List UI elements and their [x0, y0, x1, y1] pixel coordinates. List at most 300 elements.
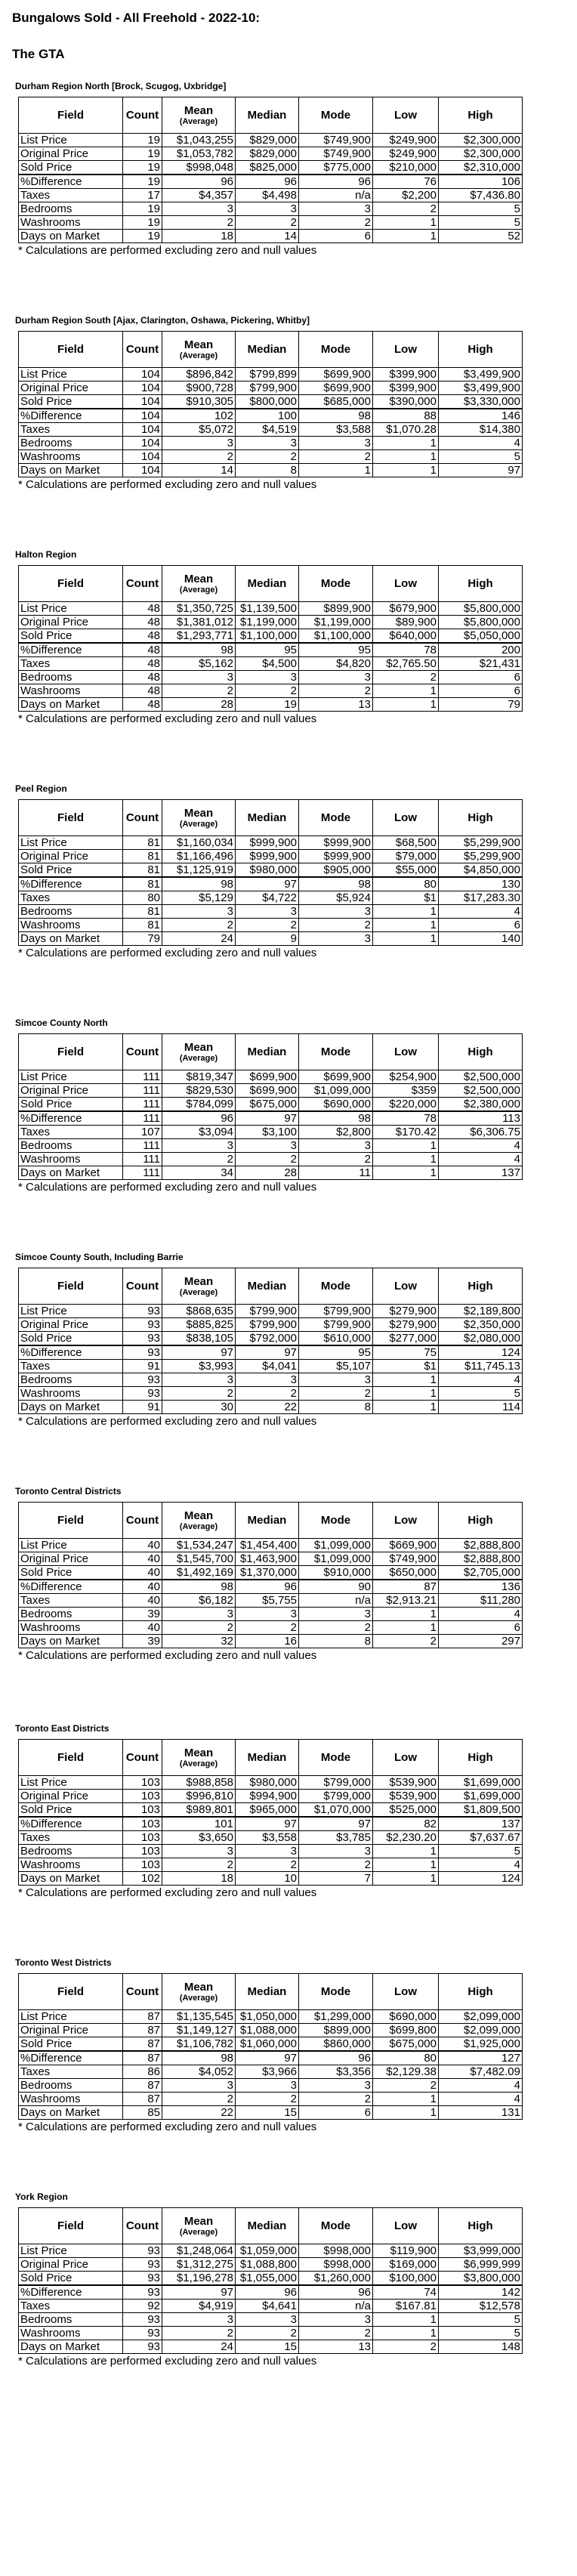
row-label: Days on Market — [19, 1401, 123, 1414]
table-cell: 5 — [439, 2327, 523, 2340]
table-cell: 5 — [439, 202, 523, 216]
table-row — [19, 2010, 523, 2024]
table-row — [19, 1608, 523, 1621]
table-cell: 2 — [299, 684, 373, 698]
table-cell: 297 — [439, 1635, 523, 1648]
table-cell: $4,850,000 — [439, 863, 523, 878]
table-cell: $170.42 — [373, 1126, 439, 1139]
row-label: List Price — [19, 2010, 123, 2024]
table-cell: $3,966 — [236, 2065, 299, 2079]
column-header: Mode — [299, 332, 373, 368]
column-header: Mode — [299, 1268, 373, 1305]
table-cell: 111 — [123, 1111, 162, 1126]
table-cell: $17,283.30 — [439, 891, 523, 905]
table-cell: $11,280 — [439, 1594, 523, 1608]
row-label: Taxes — [19, 1594, 123, 1608]
table-cell: 15 — [236, 2340, 299, 2354]
table-row — [19, 863, 523, 878]
table-row — [19, 437, 523, 450]
table-cell: $3,499,900 — [439, 368, 523, 381]
table-cell: 3 — [236, 2313, 299, 2327]
table-cell: 3 — [162, 1139, 236, 1153]
table-cell: $679,900 — [373, 602, 439, 616]
row-label: List Price — [19, 368, 123, 381]
table-cell: 4 — [439, 2079, 523, 2093]
table-cell: 7 — [299, 1872, 373, 1886]
stats-table — [18, 799, 523, 946]
column-header: High — [439, 2208, 523, 2244]
column-header: Mode — [299, 566, 373, 602]
table-row — [19, 1387, 523, 1401]
table-cell: 2 — [299, 1387, 373, 1401]
table-cell: 80 — [373, 877, 439, 891]
header-row — [19, 566, 523, 602]
column-header: Count — [123, 332, 162, 368]
table-cell: $999,900 — [299, 836, 373, 850]
table-cell: $539,900 — [373, 1790, 439, 1803]
section-title: Simcoe County South, Including Barrie — [15, 1252, 184, 1262]
footnote: * Calculations are performed excluding zero and null values — [18, 244, 317, 257]
table-cell: 93 — [123, 2340, 162, 2354]
row-label: Bedrooms — [19, 1373, 123, 1387]
row-label: Days on Market — [19, 464, 123, 477]
table-cell: 148 — [439, 2340, 523, 2354]
table-row — [19, 2024, 523, 2037]
section-title: Durham Region North [Brock, Scugog, Uxbridge] — [15, 81, 227, 91]
table-row — [19, 1817, 523, 1831]
table-cell: 8 — [299, 1635, 373, 1648]
table-cell: $12,578 — [439, 2300, 523, 2313]
column-header: Mode — [299, 1974, 373, 2010]
table-cell: 111 — [123, 1153, 162, 1166]
table-row — [19, 684, 523, 698]
table-cell: 3 — [162, 437, 236, 450]
table-cell: 4 — [439, 1373, 523, 1387]
table-cell: $910,000 — [299, 1566, 373, 1580]
table-cell: 1 — [373, 1845, 439, 1858]
table-row — [19, 891, 523, 905]
table-cell: $699,900 — [299, 381, 373, 395]
table-cell: $999,900 — [236, 836, 299, 850]
table-cell: $1,492,169 — [162, 1566, 236, 1580]
table-cell: 6 — [439, 1621, 523, 1635]
table-cell: $1 — [373, 1360, 439, 1373]
table-cell: 3 — [299, 1373, 373, 1387]
table-cell: $829,530 — [162, 1084, 236, 1098]
table-cell: $1,545,700 — [162, 1552, 236, 1566]
row-label: Taxes — [19, 423, 123, 437]
section-title: Peel Region — [15, 783, 67, 794]
table-cell: 3 — [299, 1139, 373, 1153]
header-row — [19, 332, 523, 368]
table-cell: $998,000 — [299, 2244, 373, 2258]
table-cell: $279,900 — [373, 1318, 439, 1332]
column-header: Mode — [299, 800, 373, 836]
table-cell: 137 — [439, 1817, 523, 1831]
table-cell: $910,305 — [162, 395, 236, 409]
table-cell: $994,900 — [236, 1790, 299, 1803]
table-cell: 93 — [123, 1318, 162, 1332]
table-cell: 87 — [123, 2079, 162, 2093]
table-row — [19, 202, 523, 216]
table-cell: 98 — [162, 1580, 236, 1594]
table-cell: $6,182 — [162, 1594, 236, 1608]
table-row — [19, 919, 523, 932]
column-header — [162, 1268, 236, 1305]
table-cell: 13 — [299, 698, 373, 712]
table-cell: 97 — [162, 1345, 236, 1360]
row-label: Sold Price — [19, 2037, 123, 2052]
table-cell: 104 — [123, 368, 162, 381]
table-cell: 4 — [439, 1608, 523, 1621]
table-cell: $800,000 — [236, 395, 299, 409]
table-cell: $5,107 — [299, 1360, 373, 1373]
table-cell: $799,900 — [236, 1305, 299, 1318]
table-cell: $1,050,000 — [236, 2010, 299, 2024]
table-cell: $6,999,999 — [439, 2258, 523, 2272]
table-cell: 3 — [299, 671, 373, 684]
table-cell: $2,310,000 — [439, 161, 523, 175]
table-cell: 3 — [236, 437, 299, 450]
table-cell: 19 — [123, 161, 162, 175]
row-label: Days on Market — [19, 698, 123, 712]
column-header-sublabel: (Average) — [179, 351, 218, 360]
table-cell: $1,381,012 — [162, 616, 236, 629]
table-row — [19, 1098, 523, 1112]
column-header: Count — [123, 1503, 162, 1539]
table-cell: 48 — [123, 671, 162, 684]
table-cell: $7,436.80 — [439, 189, 523, 202]
table-row — [19, 2093, 523, 2106]
table-cell: 3 — [236, 2079, 299, 2093]
table-cell: 2 — [162, 2327, 236, 2340]
table-cell: 87 — [373, 1580, 439, 1594]
table-cell: $249,900 — [373, 134, 439, 147]
column-header: Count — [123, 1034, 162, 1070]
table-cell: $1,053,782 — [162, 147, 236, 161]
column-header: Count — [123, 1268, 162, 1305]
table-row — [19, 671, 523, 684]
table-row — [19, 2313, 523, 2327]
table-cell: $900,728 — [162, 381, 236, 395]
table-cell: 2 — [299, 919, 373, 932]
table-cell: 98 — [299, 409, 373, 423]
table-cell: $699,900 — [236, 1070, 299, 1084]
table-cell: $249,900 — [373, 147, 439, 161]
row-label: Washrooms — [19, 1858, 123, 1872]
table-row — [19, 850, 523, 863]
table-cell: $7,637.67 — [439, 1831, 523, 1845]
table-cell: $749,900 — [299, 134, 373, 147]
table-cell: $699,900 — [236, 1084, 299, 1098]
table-cell: 96 — [299, 2285, 373, 2300]
column-header: Field — [19, 1034, 123, 1070]
column-header-sublabel: (Average) — [179, 585, 218, 595]
table-cell: 91 — [123, 1401, 162, 1414]
row-label: Washrooms — [19, 1387, 123, 1401]
table-cell: 93 — [123, 2327, 162, 2340]
table-cell: 1 — [373, 932, 439, 946]
table-cell: 3 — [299, 2313, 373, 2327]
footnote: * Calculations are performed excluding zero and null values — [18, 1181, 317, 1194]
column-header: Field — [19, 1503, 123, 1539]
table-cell: $4,500 — [236, 657, 299, 671]
row-label: Washrooms — [19, 919, 123, 932]
table-cell: $2,500,000 — [439, 1070, 523, 1084]
column-header: Median — [236, 800, 299, 836]
row-label: %Difference — [19, 409, 123, 423]
table-cell: $3,800,000 — [439, 2272, 523, 2286]
table-cell: 96 — [236, 2285, 299, 2300]
column-header: Median — [236, 332, 299, 368]
table-cell: 2 — [299, 1153, 373, 1166]
table-cell: 82 — [373, 1817, 439, 1831]
table-cell: 81 — [123, 877, 162, 891]
row-label: %Difference — [19, 1345, 123, 1360]
table-cell: 3 — [162, 1845, 236, 1858]
column-header: High — [439, 97, 523, 134]
table-cell: $2,800 — [299, 1126, 373, 1139]
row-label: Bedrooms — [19, 1845, 123, 1858]
table-cell: 6 — [439, 671, 523, 684]
table-cell: 93 — [123, 1345, 162, 1360]
table-cell: 48 — [123, 684, 162, 698]
column-header: High — [439, 800, 523, 836]
table-cell: 80 — [373, 2051, 439, 2065]
table-row — [19, 1166, 523, 1180]
column-header: Count — [123, 1740, 162, 1776]
table-cell: 2 — [299, 216, 373, 230]
table-cell: $2,888,800 — [439, 1539, 523, 1552]
table-cell: 97 — [299, 1817, 373, 1831]
table-cell: $799,900 — [299, 1305, 373, 1318]
table-cell: $838,105 — [162, 1332, 236, 1346]
table-cell: 19 — [123, 134, 162, 147]
table-cell: $799,900 — [299, 1318, 373, 1332]
row-label: List Price — [19, 836, 123, 850]
table-cell: 96 — [299, 2051, 373, 2065]
table-cell: 1 — [373, 2313, 439, 2327]
table-row — [19, 1803, 523, 1818]
table-row — [19, 2340, 523, 2354]
table-cell: 40 — [123, 1580, 162, 1594]
table-cell: 81 — [123, 850, 162, 863]
table-cell: $1,699,000 — [439, 1776, 523, 1790]
table-cell: $699,800 — [373, 2024, 439, 2037]
table-cell: $1,809,500 — [439, 1803, 523, 1818]
column-header: Field — [19, 2208, 123, 2244]
table-cell: 76 — [373, 175, 439, 189]
table-cell: 48 — [123, 616, 162, 629]
table-cell: 97 — [439, 464, 523, 477]
table-cell: 93 — [123, 2244, 162, 2258]
table-cell: $749,900 — [373, 1552, 439, 1566]
header-row — [19, 1503, 523, 1539]
table-cell: 40 — [123, 1594, 162, 1608]
table-cell: 19 — [123, 202, 162, 216]
row-label: Washrooms — [19, 1153, 123, 1166]
column-header: High — [439, 1740, 523, 1776]
table-cell: 30 — [162, 1401, 236, 1414]
table-cell: $690,000 — [373, 2010, 439, 2024]
row-label: List Price — [19, 1776, 123, 1790]
column-header: Count — [123, 566, 162, 602]
table-cell: 5 — [439, 2313, 523, 2327]
table-cell: 96 — [236, 175, 299, 189]
table-cell: 74 — [373, 2285, 439, 2300]
table-cell: 124 — [439, 1872, 523, 1886]
table-cell: 103 — [123, 1858, 162, 1872]
table-cell: 78 — [373, 643, 439, 657]
row-label: Taxes — [19, 1360, 123, 1373]
table-cell: 140 — [439, 932, 523, 946]
table-cell: 39 — [123, 1608, 162, 1621]
row-label: %Difference — [19, 877, 123, 891]
table-cell: 97 — [236, 1817, 299, 1831]
table-cell: $2,099,000 — [439, 2024, 523, 2037]
table-cell: $1,059,000 — [236, 2244, 299, 2258]
table-cell: $3,588 — [299, 423, 373, 437]
header-row — [19, 97, 523, 134]
table-cell: 1 — [373, 919, 439, 932]
table-cell: 2 — [299, 450, 373, 464]
row-label: Sold Price — [19, 161, 123, 175]
column-header-label: Mean — [184, 1274, 214, 1288]
table-row — [19, 147, 523, 161]
table-cell: 19 — [123, 147, 162, 161]
table-cell: $699,900 — [299, 368, 373, 381]
column-header: High — [439, 332, 523, 368]
table-cell: 18 — [162, 230, 236, 243]
table-cell: $1,293,771 — [162, 629, 236, 644]
table-cell: 2 — [162, 1858, 236, 1872]
section-title: Toronto East Districts — [15, 1723, 110, 1734]
table-cell: 40 — [123, 1539, 162, 1552]
table-cell: $167.81 — [373, 2300, 439, 2313]
table-row — [19, 1126, 523, 1139]
header-row — [19, 1268, 523, 1305]
header-row — [19, 800, 523, 836]
table-cell: 93 — [123, 1305, 162, 1318]
table-cell: $965,000 — [236, 1803, 299, 1818]
table-cell: 111 — [123, 1166, 162, 1180]
table-cell: 34 — [162, 1166, 236, 1180]
column-header-label: Mean — [184, 1980, 214, 1994]
table-cell: $675,000 — [373, 2037, 439, 2052]
table-cell: 39 — [123, 1635, 162, 1648]
table-cell: 81 — [123, 919, 162, 932]
table-cell: 104 — [123, 450, 162, 464]
region-section — [15, 2192, 574, 2368]
table-row — [19, 643, 523, 657]
table-cell: $3,499,900 — [439, 381, 523, 395]
table-cell: $690,000 — [299, 1098, 373, 1112]
table-cell: 3 — [162, 202, 236, 216]
table-cell: 17 — [123, 189, 162, 202]
table-row — [19, 2037, 523, 2052]
row-label: %Difference — [19, 1817, 123, 1831]
column-header — [162, 1974, 236, 2010]
table-cell: 2 — [236, 2093, 299, 2106]
table-cell: $3,330,000 — [439, 395, 523, 409]
table-cell: 3 — [236, 202, 299, 216]
table-cell: $21,431 — [439, 657, 523, 671]
table-row — [19, 2285, 523, 2300]
table-row — [19, 2106, 523, 2120]
column-header-label: Mean — [184, 806, 214, 820]
table-cell: 28 — [162, 698, 236, 712]
table-cell: 1 — [299, 464, 373, 477]
header-row — [19, 1740, 523, 1776]
table-cell: $5,800,000 — [439, 602, 523, 616]
table-cell: 2 — [236, 1621, 299, 1635]
table-row — [19, 1318, 523, 1332]
region-section — [15, 1958, 574, 2134]
table-cell: $89,900 — [373, 616, 439, 629]
table-cell: 142 — [439, 2285, 523, 2300]
table-cell: 1 — [373, 1872, 439, 1886]
table-cell: $1,312,275 — [162, 2258, 236, 2272]
row-label: Bedrooms — [19, 437, 123, 450]
table-cell: 3 — [299, 202, 373, 216]
table-cell: 104 — [123, 409, 162, 423]
table-cell: 98 — [162, 877, 236, 891]
table-cell: 146 — [439, 409, 523, 423]
table-cell: 2 — [236, 1387, 299, 1401]
table-cell: 2 — [373, 2079, 439, 2093]
row-label: Sold Price — [19, 629, 123, 644]
table-cell: 4 — [439, 437, 523, 450]
table-cell: $980,000 — [236, 1776, 299, 1790]
table-cell: $998,000 — [299, 2258, 373, 2272]
table-cell: 111 — [123, 1098, 162, 1112]
table-cell: 2 — [373, 202, 439, 216]
column-header-label: Mean — [184, 2214, 214, 2228]
table-cell: $5,755 — [236, 1594, 299, 1608]
row-label: Taxes — [19, 2300, 123, 2313]
table-cell: 2 — [373, 1635, 439, 1648]
column-header: Low — [373, 1740, 439, 1776]
table-cell: 6 — [439, 919, 523, 932]
stats-table — [18, 1268, 523, 1414]
table-cell: 95 — [299, 1345, 373, 1360]
table-cell: $2,500,000 — [439, 1084, 523, 1098]
table-cell: 98 — [162, 643, 236, 657]
row-label: Sold Price — [19, 1803, 123, 1818]
table-cell: 103 — [123, 1831, 162, 1845]
region-section — [15, 82, 574, 258]
row-label: Bedrooms — [19, 671, 123, 684]
table-cell: 75 — [373, 1345, 439, 1360]
table-cell: 4 — [439, 1858, 523, 1872]
table-cell: 81 — [123, 905, 162, 919]
column-header-label: Mean — [184, 572, 214, 585]
table-row — [19, 423, 523, 437]
row-label: %Difference — [19, 1111, 123, 1126]
table-cell: $1,196,278 — [162, 2272, 236, 2286]
column-header-label: Mean — [184, 103, 214, 117]
row-label: Taxes — [19, 1126, 123, 1139]
table-cell: 4 — [439, 2093, 523, 2106]
table-cell: 40 — [123, 1566, 162, 1580]
table-cell: $1,350,725 — [162, 602, 236, 616]
table-cell: $79,000 — [373, 850, 439, 863]
column-header: Mode — [299, 1740, 373, 1776]
table-cell: 52 — [439, 230, 523, 243]
row-label: Days on Market — [19, 1635, 123, 1648]
table-cell: $1,149,127 — [162, 2024, 236, 2037]
table-cell: 104 — [123, 464, 162, 477]
